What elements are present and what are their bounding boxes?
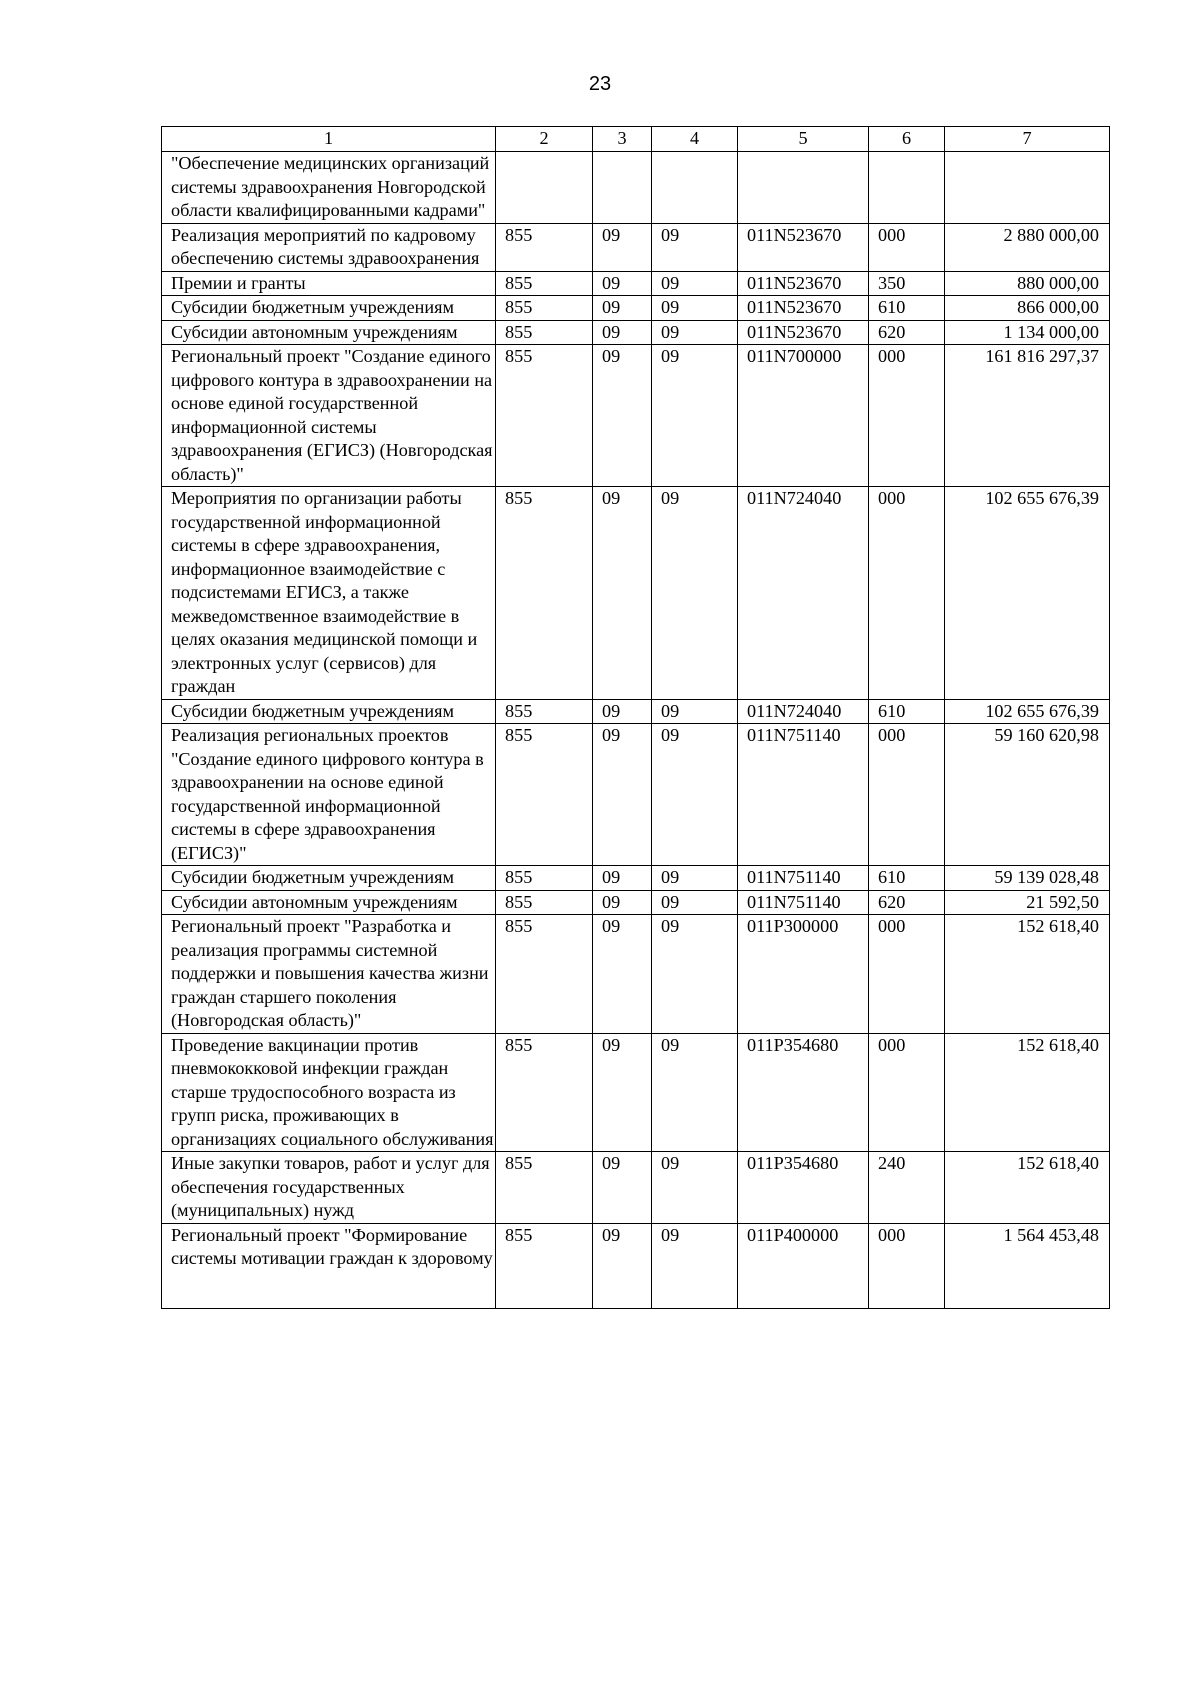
row-code-2: 855 xyxy=(496,699,593,724)
row-code-4: 09 xyxy=(652,724,738,866)
row-code-4: 09 xyxy=(652,915,738,1034)
row-code-2: 855 xyxy=(496,223,593,271)
row-code-6 xyxy=(869,152,945,224)
row-code-3: 09 xyxy=(593,1223,652,1308)
row-code-5: 011N724040 xyxy=(738,487,869,700)
row-name: Премии и гранты xyxy=(162,271,496,296)
row-code-6: 240 xyxy=(869,1152,945,1224)
table-header xyxy=(162,127,1110,152)
row-code-3: 09 xyxy=(593,915,652,1034)
row-code-2 xyxy=(496,152,593,224)
row-code-3: 09 xyxy=(593,271,652,296)
row-amount: 21 592,50 xyxy=(945,890,1110,915)
row-name: Субсидии бюджетным учреждениям xyxy=(162,699,496,724)
row-code-2: 855 xyxy=(496,915,593,1034)
page-number: 23 xyxy=(588,73,612,95)
row-code-4: 09 xyxy=(652,699,738,724)
row-code-5 xyxy=(738,152,869,224)
row-code-2: 855 xyxy=(496,271,593,296)
table-row xyxy=(162,915,1110,1034)
row-code-6: 000 xyxy=(869,915,945,1034)
row-code-6: 620 xyxy=(869,890,945,915)
table-row xyxy=(162,487,1110,700)
row-code-2: 855 xyxy=(496,345,593,487)
row-code-2: 855 xyxy=(496,1152,593,1224)
row-code-3: 09 xyxy=(593,320,652,345)
row-code-3: 09 xyxy=(593,699,652,724)
row-code-3: 09 xyxy=(593,1152,652,1224)
row-amount: 2 880 000,00 xyxy=(945,223,1110,271)
row-code-4: 09 xyxy=(652,487,738,700)
row-code-4: 09 xyxy=(652,866,738,891)
row-code-5: 011N523670 xyxy=(738,223,869,271)
column-header-3: 3 xyxy=(593,127,652,152)
table-row xyxy=(162,890,1110,915)
row-code-2: 855 xyxy=(496,1033,593,1152)
row-code-6: 000 xyxy=(869,487,945,700)
row-code-4: 09 xyxy=(652,296,738,321)
row-code-6: 000 xyxy=(869,223,945,271)
row-code-2: 855 xyxy=(496,487,593,700)
row-amount: 59 139 028,48 xyxy=(945,866,1110,891)
row-code-4 xyxy=(652,152,738,224)
row-amount: 161 816 297,37 xyxy=(945,345,1110,487)
row-code-4: 09 xyxy=(652,1033,738,1152)
row-amount: 880 000,00 xyxy=(945,271,1110,296)
row-name: Субсидии автономным учреждениям xyxy=(162,890,496,915)
row-code-6: 610 xyxy=(869,866,945,891)
row-code-4: 09 xyxy=(652,1223,738,1308)
table-row xyxy=(162,1033,1110,1152)
table-row xyxy=(162,152,1110,224)
table-row xyxy=(162,699,1110,724)
row-name: Иные закупки товаров, работ и услуг для обеспечения государственных (муниципальных) нужд xyxy=(162,1152,496,1224)
row-code-5: 011P354680 xyxy=(738,1152,869,1224)
row-amount xyxy=(945,152,1110,224)
row-code-2: 855 xyxy=(496,890,593,915)
row-code-3 xyxy=(593,152,652,224)
row-code-6: 000 xyxy=(869,724,945,866)
row-code-6: 610 xyxy=(869,699,945,724)
row-code-3: 09 xyxy=(593,1033,652,1152)
row-name: Региональный проект "Формирование системы мотивации граждан к здоровому xyxy=(162,1223,496,1308)
row-amount: 152 618,40 xyxy=(945,915,1110,1034)
table-row xyxy=(162,320,1110,345)
row-code-2: 855 xyxy=(496,724,593,866)
row-code-3: 09 xyxy=(593,487,652,700)
row-code-5: 011N523670 xyxy=(738,296,869,321)
row-code-3: 09 xyxy=(593,223,652,271)
table-row xyxy=(162,724,1110,866)
row-amount: 866 000,00 xyxy=(945,296,1110,321)
row-code-3: 09 xyxy=(593,890,652,915)
table-row xyxy=(162,866,1110,891)
table-row xyxy=(162,296,1110,321)
row-amount: 1 564 453,48 xyxy=(945,1223,1110,1308)
row-code-3: 09 xyxy=(593,296,652,321)
row-code-2: 855 xyxy=(496,296,593,321)
row-code-5: 011N751140 xyxy=(738,866,869,891)
table-row xyxy=(162,271,1110,296)
row-code-5: 011P300000 xyxy=(738,915,869,1034)
column-header-4: 4 xyxy=(652,127,738,152)
row-code-4: 09 xyxy=(652,223,738,271)
row-name: Проведение вакцинации против пневмококковой инфекции граждан старше трудоспособного возраста из групп риска, проживающих в организациях социального обслуживания xyxy=(162,1033,496,1152)
row-code-3: 09 xyxy=(593,724,652,866)
row-code-4: 09 xyxy=(652,345,738,487)
row-amount: 59 160 620,98 xyxy=(945,724,1110,866)
row-code-6: 000 xyxy=(869,345,945,487)
row-code-6: 000 xyxy=(869,1033,945,1152)
row-code-6: 610 xyxy=(869,296,945,321)
column-header-5: 5 xyxy=(738,127,869,152)
row-name: Региональный проект "Создание единого цифрового контура в здравоохранении на основе единой государственной информационной системы здравоохранения (ЕГИСЗ) (Новгородская область)" xyxy=(162,345,496,487)
row-name: Субсидии бюджетным учреждениям xyxy=(162,296,496,321)
row-code-4: 09 xyxy=(652,320,738,345)
row-code-2: 855 xyxy=(496,1223,593,1308)
row-code-5: 011P354680 xyxy=(738,1033,869,1152)
row-code-2: 855 xyxy=(496,866,593,891)
row-code-2: 855 xyxy=(496,320,593,345)
row-code-4: 09 xyxy=(652,890,738,915)
table-row xyxy=(162,1223,1110,1308)
row-name: Субсидии автономным учреждениям xyxy=(162,320,496,345)
row-code-6: 620 xyxy=(869,320,945,345)
row-name: Реализация региональных проектов "Создание единого цифрового контура в здравоохранении на основе единой государственной информационной системы в сфере здравоохранения (ЕГИСЗ)" xyxy=(162,724,496,866)
row-amount: 102 655 676,39 xyxy=(945,699,1110,724)
row-name: Субсидии бюджетным учреждениям xyxy=(162,866,496,891)
column-header-6: 6 xyxy=(869,127,945,152)
row-code-5: 011N523670 xyxy=(738,271,869,296)
row-amount: 152 618,40 xyxy=(945,1152,1110,1224)
row-code-6: 350 xyxy=(869,271,945,296)
row-name: Мероприятия по организации работы государственной информационной системы в сфере здравоохранения, информационное взаимодействие с подсистемами ЕГИСЗ, а также межведомственное взаимодействие в целях оказания медицинской помощи и электронных услуг (сервисов) для граждан xyxy=(162,487,496,700)
row-code-5: 011P400000 xyxy=(738,1223,869,1308)
row-amount: 102 655 676,39 xyxy=(945,487,1110,700)
row-code-4: 09 xyxy=(652,1152,738,1224)
column-header-2: 2 xyxy=(496,127,593,152)
row-name: "Обеспечение медицинских организаций системы здравоохранения Новгородской области квалифицированными кадрами" xyxy=(162,152,496,224)
row-code-5: 011N724040 xyxy=(738,699,869,724)
row-amount: 152 618,40 xyxy=(945,1033,1110,1152)
row-code-5: 011N751140 xyxy=(738,724,869,866)
row-name: Реализация мероприятий по кадровому обеспечению системы здравоохранения xyxy=(162,223,496,271)
table-body xyxy=(162,152,1110,1309)
header-row xyxy=(162,127,1110,152)
row-code-5: 011N751140 xyxy=(738,890,869,915)
row-code-3: 09 xyxy=(593,345,652,487)
table-row xyxy=(162,1152,1110,1224)
row-code-6: 000 xyxy=(869,1223,945,1308)
row-code-3: 09 xyxy=(593,866,652,891)
column-header-1: 1 xyxy=(162,127,496,152)
table-row xyxy=(162,223,1110,271)
column-header-7: 7 xyxy=(945,127,1110,152)
row-code-4: 09 xyxy=(652,271,738,296)
row-name: Региональный проект "Разработка и реализация программы системной поддержки и повышения качества жизни граждан старшего поколения (Новгородская область)" xyxy=(162,915,496,1034)
row-amount: 1 134 000,00 xyxy=(945,320,1110,345)
row-code-5: 011N700000 xyxy=(738,345,869,487)
budget-table xyxy=(161,126,1110,1309)
row-code-5: 011N523670 xyxy=(738,320,869,345)
table-row xyxy=(162,345,1110,487)
